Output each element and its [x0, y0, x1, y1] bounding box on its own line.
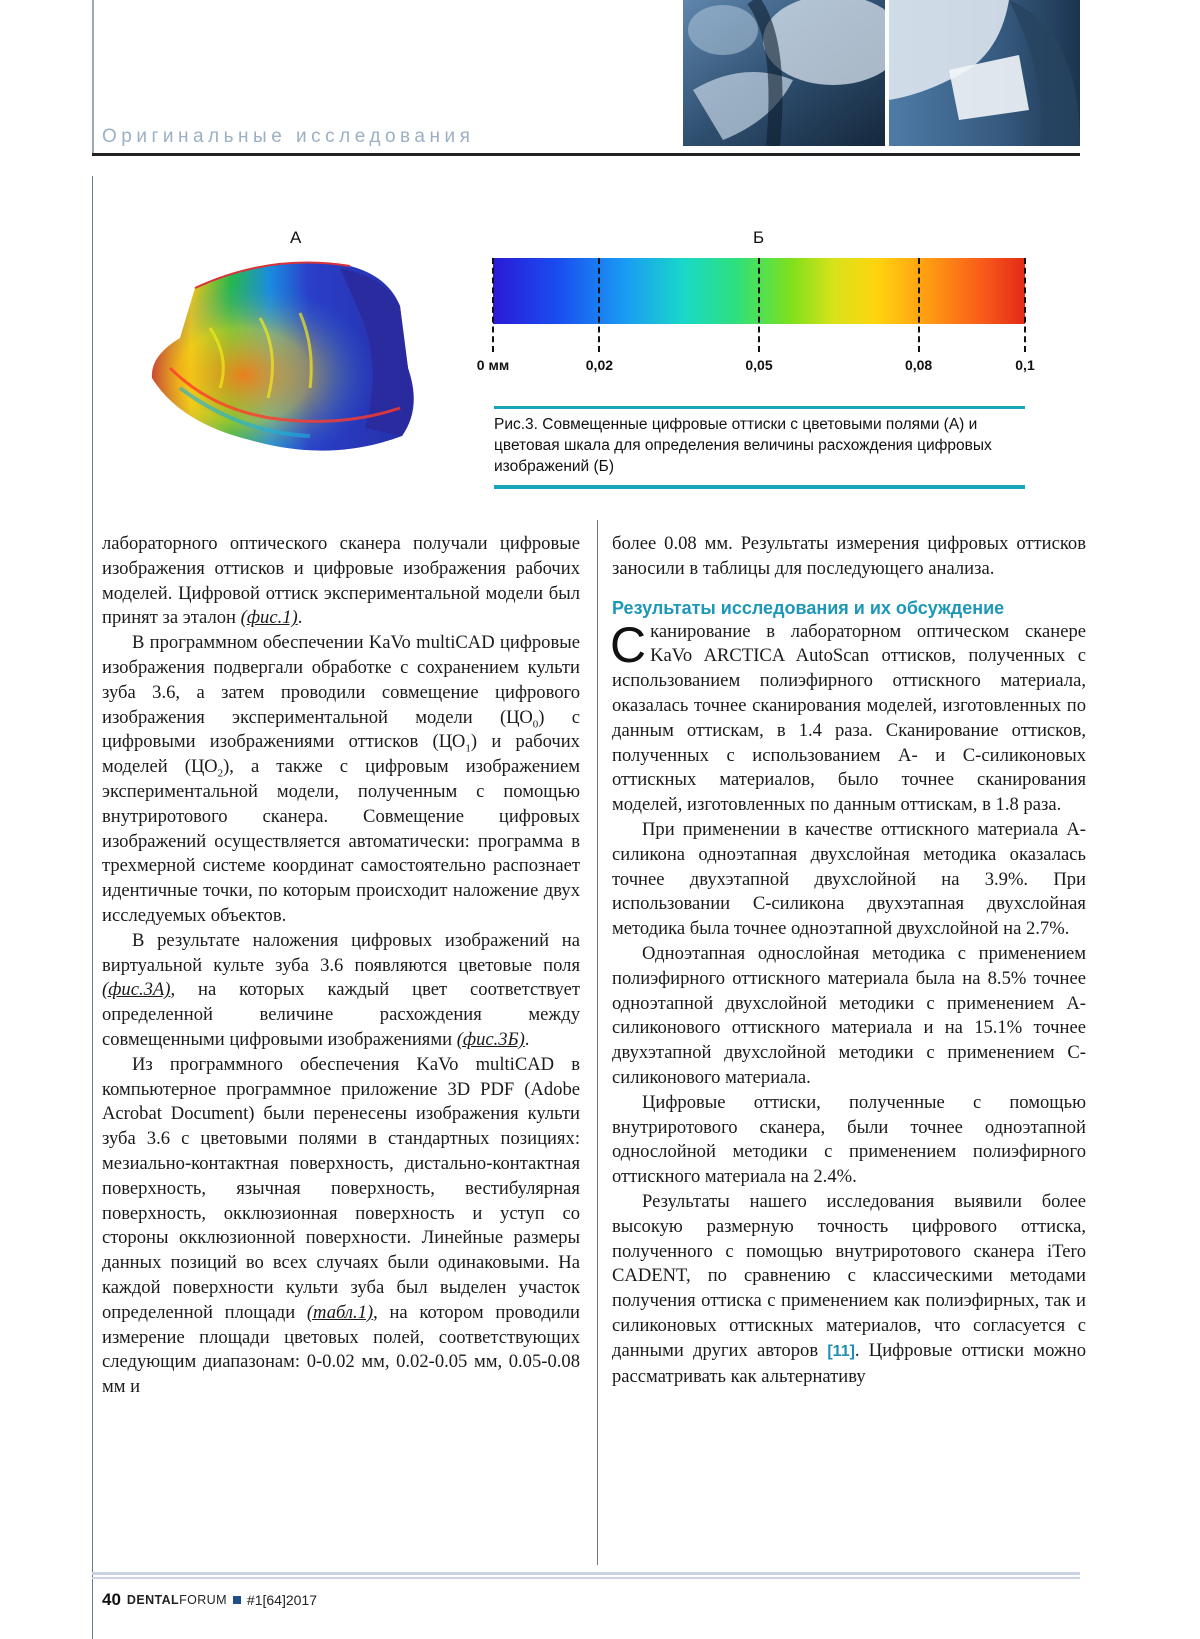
paragraph-text: .	[297, 607, 303, 629]
paragraph-text: лабораторного оптического сканера получали цифровые изображения оттисков и цифровые изображения рабочих моделей. Цифровой оттиск экспериментальной модели был принят за эталон	[102, 533, 580, 629]
paragraph	[102, 1053, 580, 1400]
paragraph-text: , на которых каждый цвет соответствует определенной величине расхождения между совмещенными цифровыми изображениями	[102, 979, 580, 1050]
journal-name-bold: DENTAL	[126, 1593, 180, 1607]
section-title: Оригинальные исследования	[102, 126, 475, 147]
page-number: 40	[102, 1590, 121, 1609]
footer-square-icon	[233, 1596, 241, 1604]
scale-tick-label: 0,1	[1015, 357, 1035, 373]
photo-1-graphic	[683, 0, 885, 146]
figure-label-b: Б	[753, 228, 765, 247]
scale-tick-line	[918, 258, 920, 352]
scale-tick-line	[758, 258, 760, 352]
header-photo-face-toothbrush	[889, 0, 1080, 146]
paragraph	[612, 1190, 1086, 1389]
scale-tick-line	[598, 258, 600, 352]
paragraph	[102, 929, 580, 1053]
header-rule	[92, 153, 1080, 156]
figure-reference[interactable]: (фис.3А)	[102, 979, 171, 1001]
paragraph-text: канирование в лабораторном оптическом сканере KaVo ARCTICA AutoScan оттисков, полученных с использованием полиэфирного оттискного материала, оказалась точнее сканирования моделей, изготовленных по данным оттискам, в 1.4 раза. Сканирование оттисков, полученных с использованием А- и С-силиконовых оттискных материалов, было точнее сканирования моделей, изготовленных по данным оттискам, в 1.8 раза.	[612, 620, 1086, 816]
column-divider	[597, 520, 598, 1565]
subscript: 2	[217, 767, 224, 780]
tooth-stump-graphic	[150, 258, 430, 458]
subscript: 0	[532, 718, 539, 731]
caption-bottom-rule	[494, 485, 1025, 489]
paragraph-text: .	[524, 1028, 530, 1050]
paragraph-text: ), а также с цифровым изображением экспериментальной модели, полученным с помощью внутриротового сканера. Совмещение цифровых изображений осуществляется автоматически: программа в трехмерной системе координат самостоятельно распознает идентичные точки, по которым происходит наложение двух исследуемых объектов.	[102, 756, 580, 926]
paragraph	[610, 616, 1086, 818]
text-column-left	[102, 532, 580, 1400]
issue-number: #1[64]2017	[246, 1592, 317, 1608]
figure-reference[interactable]: (фис.1)	[240, 607, 298, 629]
photo-2-graphic	[889, 0, 1080, 146]
left-margin-rule	[92, 176, 93, 1639]
figure-reference[interactable]: (фис.3Б)	[456, 1028, 525, 1050]
scale-tick-label: 0,08	[904, 357, 933, 373]
footer-rule	[92, 1577, 1080, 1579]
paragraph	[102, 532, 580, 631]
paragraph: Одноэтапная однослойная методика с применением полиэфирного оттискного материала была на 8.5% точнее одноэтапной двухслойной методики с применением А-силиконового оттискного материала и на 15.1% точнее двухэтапной двухслойной методики с применением С-силиконового материала.	[612, 942, 1086, 1088]
scale-tick-line	[492, 258, 494, 352]
paragraph-text: Результаты нашего исследования выявили более высокую размерную точность цифрового оттиска, полученного с помощью внутриротового сканера iTero CADENT, по сравнению с классическими методами получения оттиска с применением как полиэфирных, так и силиконовых оттискных материалов, что согласуется с данными других авторов	[612, 1190, 1086, 1361]
paragraph-text: , на котором проводили измерение площади цветовых полей, соответствующих следующим диапазонам: 0-0.02 мм, 0.02-0.05 мм, 0.05-0.08 мм и	[102, 1301, 580, 1398]
header-left-rule	[92, 0, 94, 153]
scale-tick-label: 0 мм	[476, 357, 510, 373]
subscript: 1	[465, 743, 471, 756]
paragraph-text: . Цифровые оттиски можно рассматривать как альтернативу	[612, 1339, 1087, 1387]
paragraph-text: В программном обеспечении KaVo multiCAD цифровые изображения подвергали обработке с сохранением культи зуба 3.6, а затем проводили совмещение цифрового изображения экспериментальной модели (ЦО	[102, 632, 580, 728]
page-footer	[102, 1590, 317, 1610]
paragraph: Цифровые оттиски, полученные с помощью внутриротового сканера, были точнее одноэтапной однослойной методики с применением полиэфирного оттискного материала на 2.4%.	[612, 1091, 1086, 1188]
journal-name-light: FORUM	[179, 1593, 227, 1607]
section-heading-results: Результаты исследования и их обсуждение	[612, 597, 1005, 618]
paragraph-text: ) с цифровыми изображениями оттисков (ЦО	[102, 706, 580, 753]
scale-tick-label: 0,05	[745, 357, 773, 373]
drop-cap: С	[610, 616, 647, 673]
scale-tick-line	[1024, 258, 1026, 352]
citation-reference[interactable]: [11]	[827, 1342, 855, 1360]
text-column-right	[612, 532, 1086, 1389]
paragraph-text: ) и рабочих моделей (ЦО	[102, 731, 580, 778]
table-reference[interactable]: (табл.1)	[306, 1301, 374, 1323]
footer-rule	[92, 1572, 1080, 1575]
scale-tick-label: 0,02	[585, 357, 614, 373]
caption-top-rule	[494, 406, 1025, 409]
tooth-stump-color-map	[150, 258, 430, 458]
paragraph-text: Из программного обеспечения KaVo multiCAD в компьютерное программное приложение 3D PDF (Adobe Acrobat Document) были перенесены изображения культи зуба 3.6 с цветовыми полями в стандартных позициях: мезиально-контактная поверхность, дистально-контактная поверхность, язычная поверхность, вестибулярная поверхность, окклюзионная поверхность и уступ со стороны окклюзионной поверхности. Линейные размеры данных позиций во всех случаях были одинаковыми. На каждой поверхности культи зуба был выделен участок определенной площади	[102, 1053, 580, 1323]
figure-caption: Рис.3. Совмещенные цифровые оттиски с цветовыми полями (А) и цветовая шкала для определения величины расхождения цифровых изображений (Б)	[494, 416, 992, 475]
paragraph: При применении в качестве оттискного материала А-силикона одноэтапная двухслойная методика оказалась точнее двухэтапной двухслойной на 3.9%. При использовании С-силикона двухэтапная двухслойная методика была точнее одноэтапной двухслойной на 2.7%.	[612, 818, 1086, 940]
header-photo-dental-procedure	[683, 0, 885, 146]
paragraph: более 0.08 мм. Результаты измерения цифровых оттисков заносили в таблицы для последующего анализа.	[612, 533, 1086, 579]
figure-label-a: А	[290, 228, 302, 247]
paragraph-text: В результате наложения цифровых изображений на виртуальной культе зуба 3.6 появляются цветовые поля	[102, 929, 580, 976]
paragraph	[102, 631, 580, 929]
